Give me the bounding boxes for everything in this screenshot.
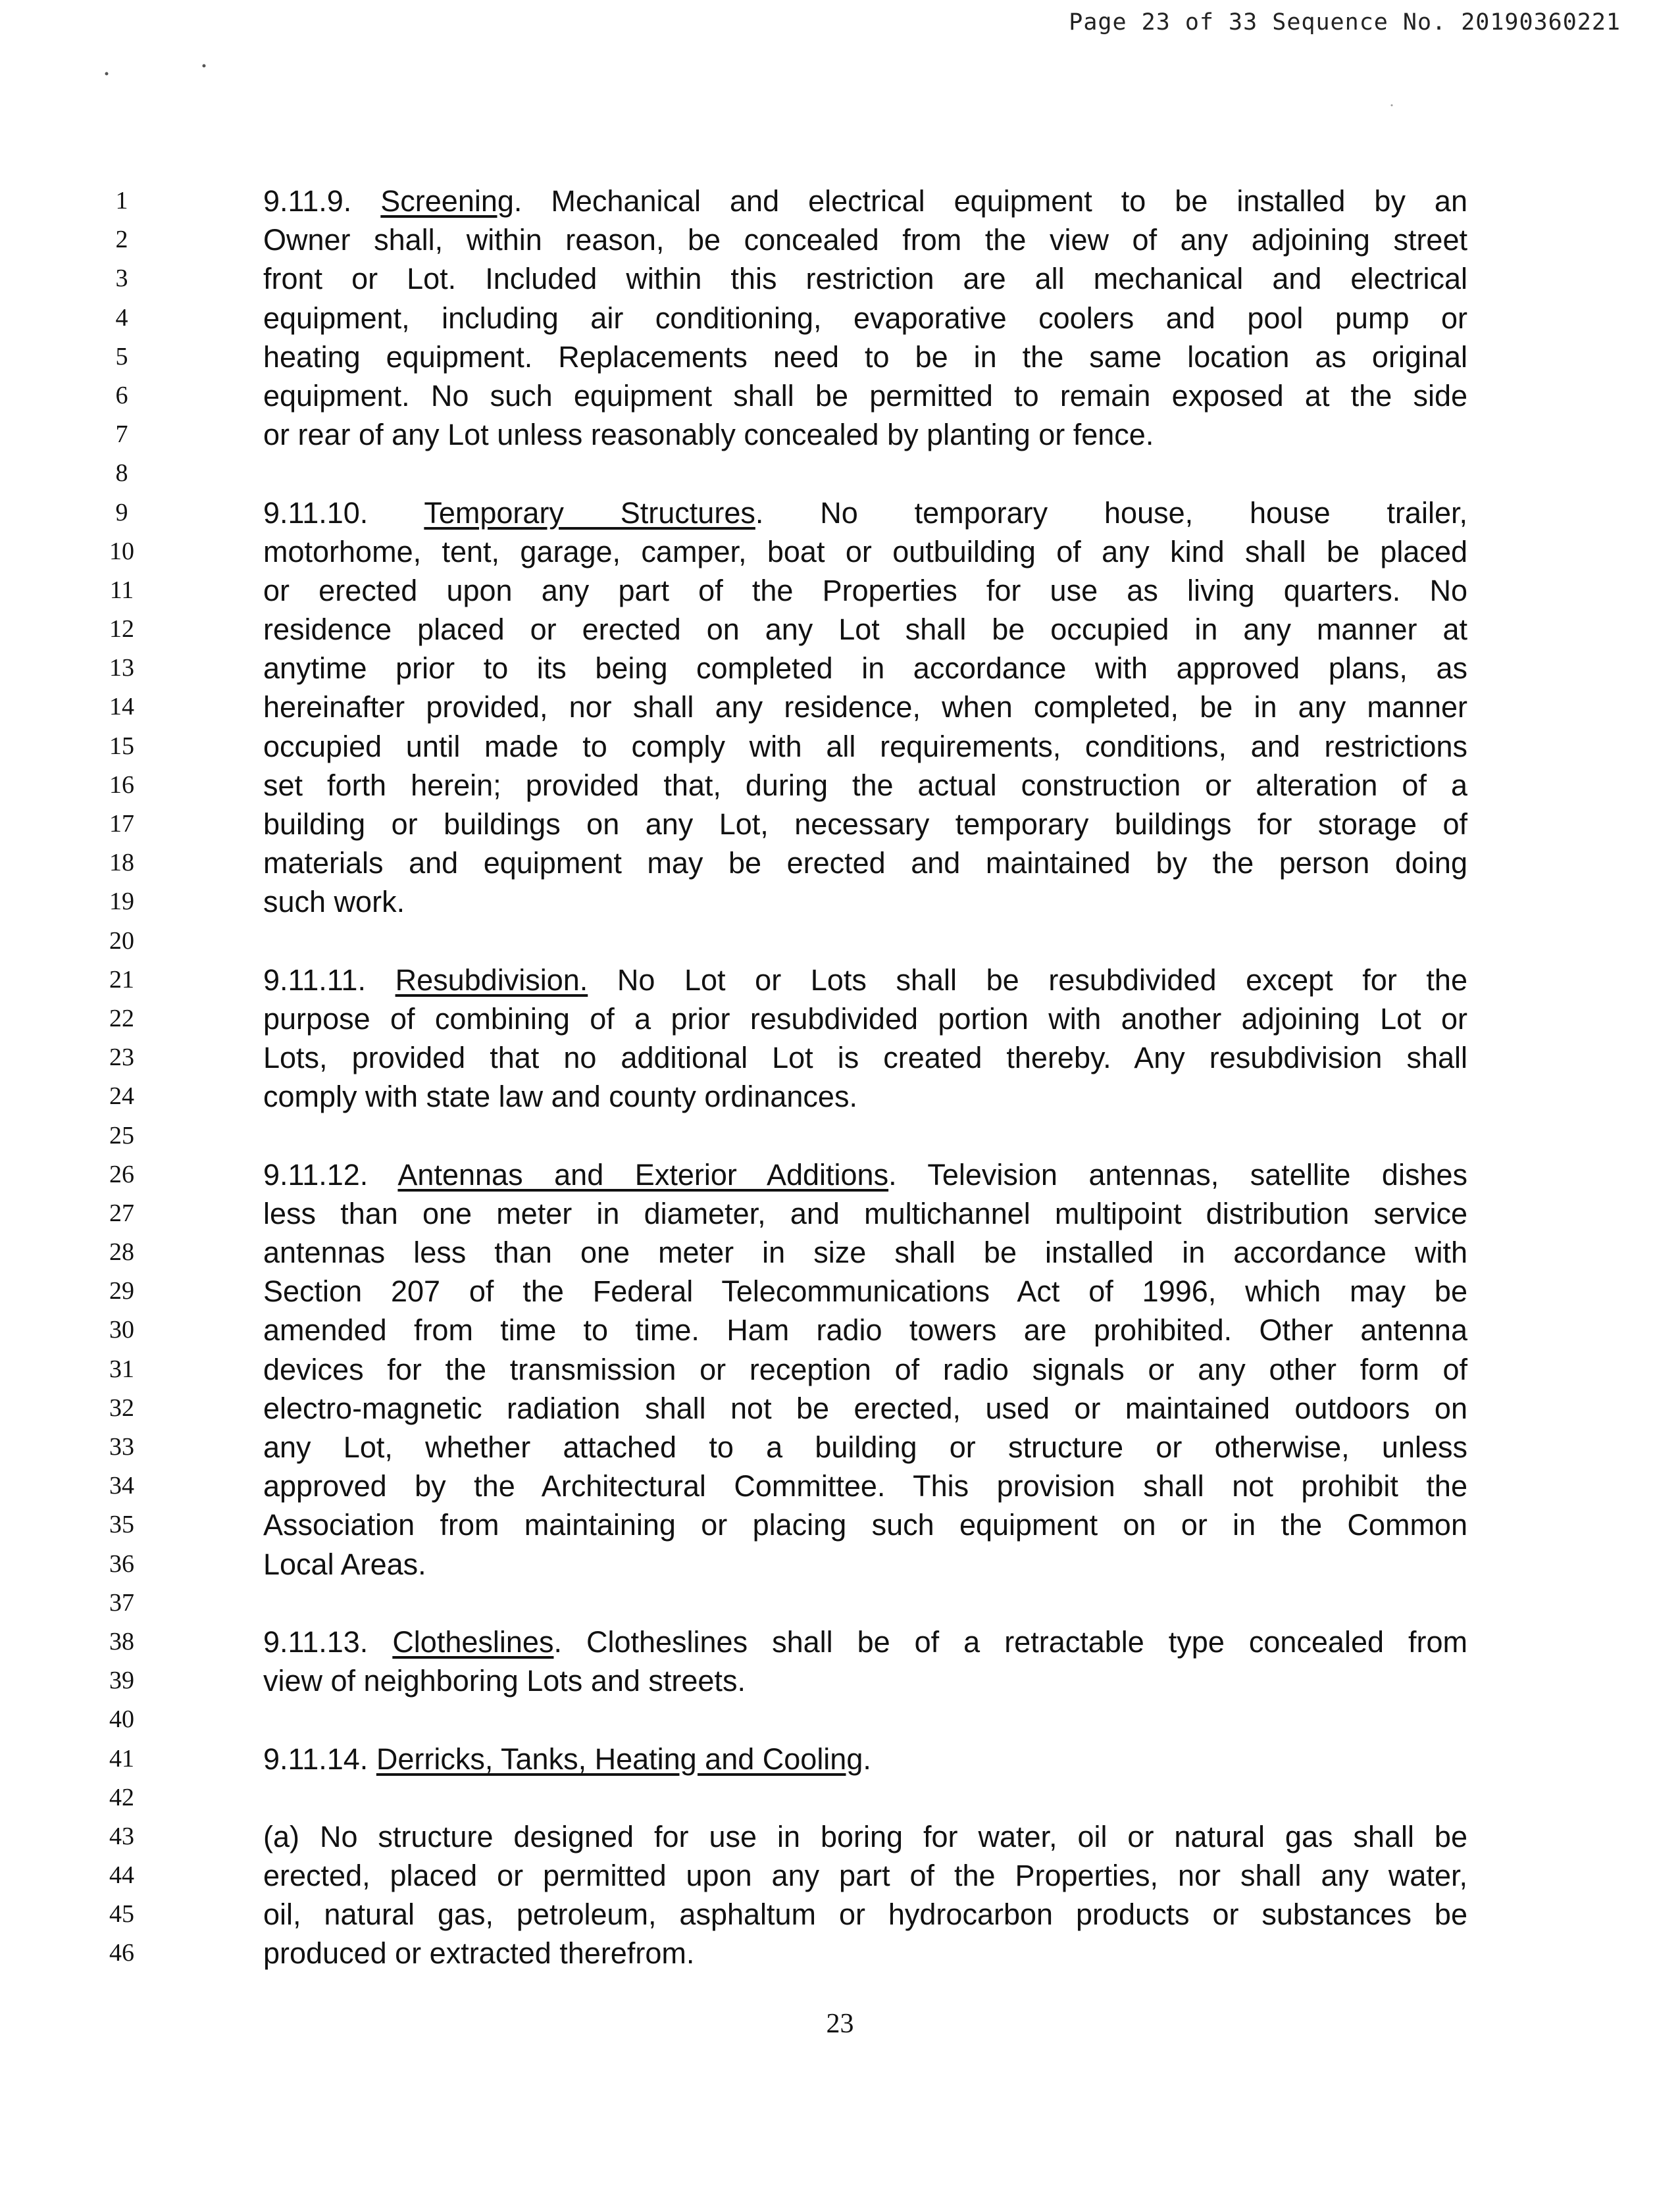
text-line: purpose of combining of a prior resubdivided portion with another adjoining Lot or xyxy=(263,1001,1467,1036)
line-number: 41 xyxy=(109,1744,134,1773)
text-line: produced or extracted therefrom. xyxy=(263,1936,695,1971)
text-line: front or Lot. Included within this restriction are all mechanical and electrical xyxy=(263,262,1467,296)
text-line: any Lot, whether attached to a building or structure or otherwise, unless xyxy=(263,1430,1467,1464)
text-line: set forth herein; provided that, during the actual construction or alteration of a xyxy=(263,768,1467,802)
line-number: 14 xyxy=(109,693,134,721)
section-number: 9.11.12. xyxy=(263,1157,369,1192)
text-line: Owner shall, within reason, be concealed from the view of any adjoining street xyxy=(263,223,1467,257)
text-line: heating equipment. Replacements need to be in the same location as original xyxy=(263,340,1467,374)
line-number: 6 xyxy=(115,381,128,409)
section-9-11-13 xyxy=(263,1623,1467,1700)
line-number: 25 xyxy=(109,1121,134,1149)
line-number: 19 xyxy=(109,888,134,916)
text-line: or erected upon any part of the Properties for use as living quarters. No xyxy=(263,573,1467,607)
text-line: 9.11.12. Antennas and Exterior Additions. Television antennas, satellite dishes xyxy=(263,1157,1468,1192)
line-number: 40 xyxy=(109,1705,134,1734)
text-line: amended from time to time. Ham radio towers are prohibited. Other antenna xyxy=(263,1313,1467,1347)
text-line: residence placed or erected on any Lot shall be occupied in any manner at xyxy=(263,613,1467,647)
text-line: approved by the Architectural Committee. This provision shall not prohibit the xyxy=(263,1469,1467,1503)
text-line: electro-magnetic radiation shall not be erected, used or maintained outdoors on xyxy=(263,1391,1467,1425)
line-number: 34 xyxy=(109,1472,134,1500)
text-line: antennas less than one meter in size shall be installed in accordance with xyxy=(263,1236,1467,1270)
text-line: anytime prior to its being completed in accordance with approved plans, as xyxy=(263,651,1467,686)
line-number: 46 xyxy=(109,1939,134,1967)
subsection-a xyxy=(263,1817,1467,1973)
line-number: 7 xyxy=(115,420,128,449)
text-line: Lots, provided that no additional Lot is created thereby. Any resubdivision shall xyxy=(263,1041,1467,1075)
line-number: 13 xyxy=(109,654,134,682)
text-line: oil, natural gas, petroleum, asphaltum or hydrocarbon products or substances be xyxy=(263,1898,1467,1932)
line-number: 35 xyxy=(109,1511,134,1539)
line-number: 27 xyxy=(109,1199,134,1227)
text-line: occupied until made to comply with all requirements, conditions, and restrictions xyxy=(263,729,1467,763)
line-number: 21 xyxy=(109,965,134,994)
section-heading: Derricks, Tanks, Heating and Cooling xyxy=(376,1742,863,1776)
line-number: 38 xyxy=(109,1627,134,1655)
section-number: 9.11.13. xyxy=(263,1624,369,1659)
text-line: Section 207 of the Federal Telecommunications Act of 1996, which may be xyxy=(263,1274,1467,1309)
line-number: 32 xyxy=(109,1394,134,1422)
line-number: 10 xyxy=(109,537,134,565)
line-number: 11 xyxy=(109,576,134,604)
section-heading: Clotheslines xyxy=(392,1624,554,1659)
line-number-column xyxy=(86,182,158,1973)
text-line: (a) No structure designed for use in boring for water, oil or natural gas shall be xyxy=(263,1819,1467,1853)
line-number: 20 xyxy=(109,926,134,955)
section-number: 9.11.9. xyxy=(263,184,352,218)
line-number: 3 xyxy=(115,264,128,293)
line-number: 44 xyxy=(109,1861,134,1890)
line-number: 1 xyxy=(115,187,128,214)
line-number: 5 xyxy=(115,342,128,370)
line-number: 22 xyxy=(109,1004,134,1032)
section-9-11-11 xyxy=(263,961,1467,1117)
text-line: materials and equipment may be erected and maintained by the person doing xyxy=(263,846,1467,880)
text-line: 9.11.9. Screening. Mechanical and electrical equipment to be installed by an xyxy=(263,184,1467,218)
line-number: 29 xyxy=(109,1277,134,1305)
text-line: motorhome, tent, garage, camper, boat or outbuilding of any kind shall be placed xyxy=(263,534,1467,568)
section-number: 9.11.14. xyxy=(263,1742,369,1776)
text-line: or rear of any Lot unless reasonably concealed by planting or fence. xyxy=(263,418,1154,452)
line-number: 17 xyxy=(109,810,134,838)
section-9-11-9 xyxy=(263,182,1467,454)
section-number: 9.11.10. xyxy=(263,495,369,530)
line-number: 12 xyxy=(109,615,134,643)
section-9-11-10 xyxy=(263,493,1467,922)
line-number: 30 xyxy=(109,1316,134,1344)
section-number: 9.11.11. xyxy=(263,963,366,997)
line-number: 28 xyxy=(109,1238,134,1267)
line-number: 33 xyxy=(109,1433,134,1461)
text-line: such work. xyxy=(263,885,405,919)
line-number: 9 xyxy=(115,498,128,526)
text-line: erected, placed or permitted upon any part of the Properties, nor shall any water, xyxy=(263,1859,1467,1893)
line-number: 18 xyxy=(109,849,134,877)
text-line: 9.11.14. Derricks, Tanks, Heating and Cooling. xyxy=(263,1742,871,1776)
line-number: 4 xyxy=(115,303,128,332)
text-line: 9.11.13. Clotheslines. Clotheslines shall be of a retractable type concealed from xyxy=(263,1624,1467,1659)
text-line: less than one meter in diameter, and multichannel multipoint distribution service xyxy=(263,1196,1467,1230)
line-number: 39 xyxy=(109,1667,134,1695)
section-9-11-14 xyxy=(263,1740,1467,1778)
text-line: view of neighboring Lots and streets. xyxy=(263,1664,746,1698)
text-line: 9.11.11. Resubdivision. No Lot or Lots shall be resubdivided except for the xyxy=(263,963,1467,997)
text-line: Association from maintaining or placing such equipment on or in the Common xyxy=(263,1508,1467,1542)
section-heading: Resubdivision. xyxy=(395,963,588,997)
line-number: 16 xyxy=(109,770,134,799)
text-line: equipment, including air conditioning, evaporative coolers and pool pump or xyxy=(263,301,1467,335)
line-number: 31 xyxy=(109,1355,134,1383)
text-line: devices for the transmission or reception of radio signals or any other form of xyxy=(263,1352,1467,1386)
document-body xyxy=(263,182,1467,1973)
line-number: 37 xyxy=(109,1588,134,1617)
text-line: equipment. No such equipment shall be permitted to remain exposed at the side xyxy=(263,378,1467,413)
line-number: 36 xyxy=(109,1549,134,1578)
line-number: 2 xyxy=(115,226,128,254)
line-number: 24 xyxy=(109,1082,134,1111)
text-line: hereinafter provided, nor shall any residence, when completed, be in any manner xyxy=(263,690,1467,724)
section-9-11-12 xyxy=(263,1155,1467,1584)
section-heading: Temporary Structures xyxy=(424,495,755,530)
text-line: comply with state law and county ordinances. xyxy=(263,1080,857,1114)
line-number: 15 xyxy=(109,732,134,760)
section-heading: Antennas and Exterior Additions xyxy=(397,1157,889,1192)
section-heading: Screening xyxy=(380,184,514,218)
line-number: 42 xyxy=(109,1783,134,1811)
page-header: Page 23 of 33 Sequence No. 20190360221 xyxy=(1069,9,1621,36)
page-number: 23 xyxy=(826,2009,854,2039)
line-number: 43 xyxy=(109,1822,134,1850)
line-number: 23 xyxy=(109,1044,134,1072)
line-number: 8 xyxy=(115,459,128,488)
text-line: Local Areas. xyxy=(263,1547,426,1581)
text-line: 9.11.10. Temporary Structures. No temporary house, house trailer, xyxy=(263,495,1467,530)
text-line: building or buildings on any Lot, necessary temporary buildings for storage of xyxy=(263,807,1467,841)
line-number: 26 xyxy=(109,1160,134,1188)
line-number: 45 xyxy=(109,1900,134,1928)
